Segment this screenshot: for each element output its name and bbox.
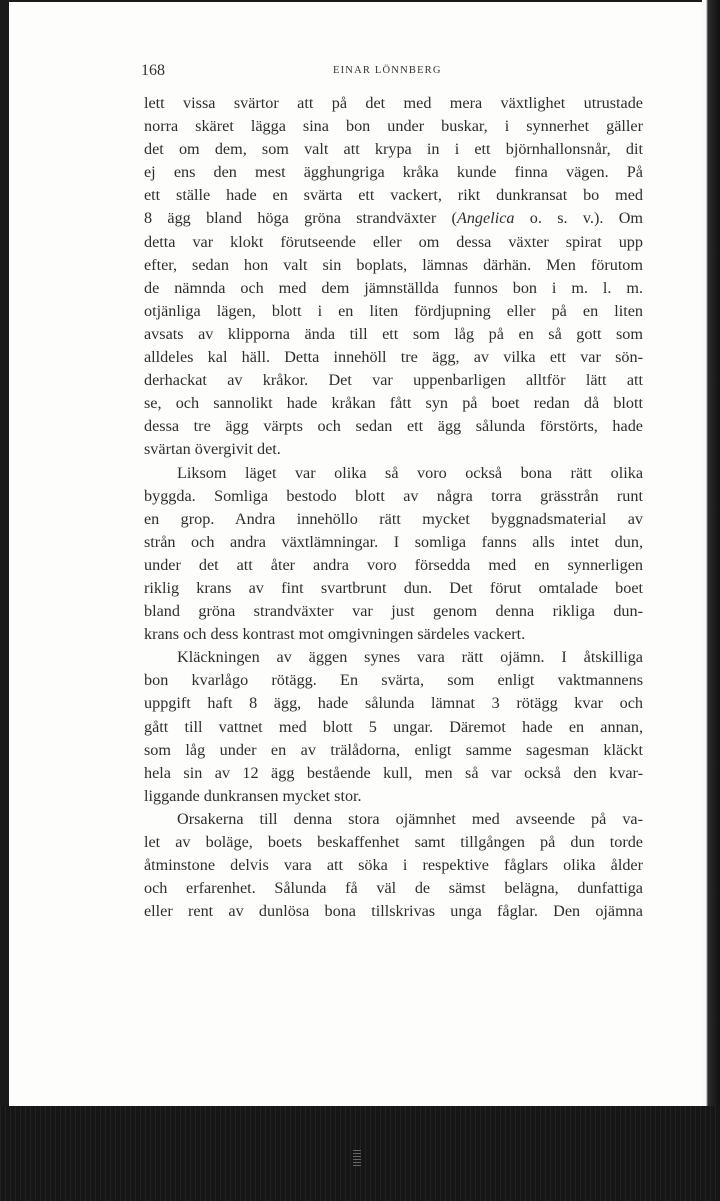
text-line: Orsakerna till denna stora ojämnhet med avseende på va- <box>177 809 643 828</box>
text-segment: o. s. v.). Om <box>514 209 643 228</box>
text-line: liggande dunkransen mycket stor. <box>144 786 362 805</box>
page-number: 168 <box>141 62 165 79</box>
text-line: ej ens den mest ägghungriga kråka kunde finna vägen. På <box>144 163 643 182</box>
text-line: uppgift haft 8 ägg, hade sålunda lämnat 3 rötägg kvar och <box>144 694 643 713</box>
text-line: bland gröna strandväxter var just genom denna rikliga dun- <box>144 602 643 621</box>
text-line: riklig krans av fint svartbrunt dun. Det förut omtalade boet <box>144 578 643 597</box>
text-line: åtminstone delvis vara att söka i respektive fåglars olika ålder <box>144 856 643 875</box>
text-line: som låg under en av trälådorna, enligt samme sagesman kläckt <box>144 740 643 759</box>
text-line: bon kvarlågo rötägg. En svärta, som enligt vaktmannens <box>144 671 643 690</box>
text-line: en grop. Andra innehöllo rätt mycket byggnadsmaterial av <box>144 509 643 528</box>
text-line: alldeles kal häll. Detta innehöll tre ägg, av vilka ett var sön- <box>144 348 643 367</box>
text-line: under det att åter andra voro försedda med en synnerligen <box>144 555 643 574</box>
running-head: EINAR LÖNNBERG <box>333 65 442 76</box>
text-line: Kläckningen av äggen synes vara rätt ojämn. I åtskilliga <box>177 648 643 667</box>
text-line: lett vissa svärtor att på det med mera växtlighet utrustade <box>144 94 643 112</box>
text-line <box>144 207 643 230</box>
text-line: svärtan övergivit det. <box>144 440 281 459</box>
text-line: gått till vattnet med blott 5 ungar. Däremot hade en annan, <box>144 717 643 736</box>
scan-mark <box>353 1148 361 1166</box>
body-text <box>144 92 643 923</box>
text-line: och erfarenhet. Sålunda få väl de sämst belägna, dunfattiga <box>144 879 643 898</box>
text-line: byggda. Somliga bestodo blott av några torra grässtrån runt <box>144 486 643 505</box>
text-segment: 8 ägg bland höga gröna strandväxter ( <box>144 209 457 228</box>
text-line: se, och sannolikt hade kråkan fått syn på boet redan då blott <box>144 394 643 413</box>
text-line: detta var klokt förutseende eller om dessa växter spirat upp <box>144 232 643 251</box>
text-line: strån och andra växtlämningar. I somliga fanns alls intet dun, <box>144 532 643 551</box>
text-line: hela sin av 12 ägg bestående kull, men så var också den kvar- <box>144 763 643 782</box>
page-header <box>135 60 643 82</box>
text-line: Liksom läget var olika så voro också bona rätt olika <box>177 463 643 482</box>
text-line: otjänliga lägen, blott i en liten fördjupning eller på en liten <box>144 301 643 320</box>
text-line: krans och dess kontrast mot omgivningen särdeles vackert. <box>144 625 526 644</box>
text-line: ett ställe hade en svärta ett vackert, rikt dunkransat bo med <box>144 186 643 205</box>
text-line: dessa tre ägg värpts och sedan ett ägg sålunda förstörts, hade <box>144 417 643 436</box>
text-line: det om dem, som valt att krypa in i ett björnhallonsnår, dit <box>144 140 643 159</box>
page-edge-shadow <box>702 0 720 1201</box>
text-line: let av boläge, boets beskaffenhet samt tillgången på dun torde <box>144 833 643 851</box>
text-line: eller rent av dunlösa bona tillskrivas unga fåglar. Den ojämna <box>144 902 643 921</box>
text-line: de nämnda och med dem jämnställda funnos bon i m. l. m. <box>144 278 643 297</box>
text-line: norra skäret lägga sina bon under buskar, i synnerhet gäller <box>144 117 643 136</box>
text-line: derhackat av kråkor. Det var uppenbarligen alltför lätt att <box>144 371 643 390</box>
text-line: efter, sedan hon valt sin boplats, lämnas därhän. Men förutom <box>144 255 643 274</box>
text-line: avsats av klipporna ända till ett som låg på en så gott som <box>144 324 643 343</box>
italic-term: Angelica <box>456 209 515 228</box>
